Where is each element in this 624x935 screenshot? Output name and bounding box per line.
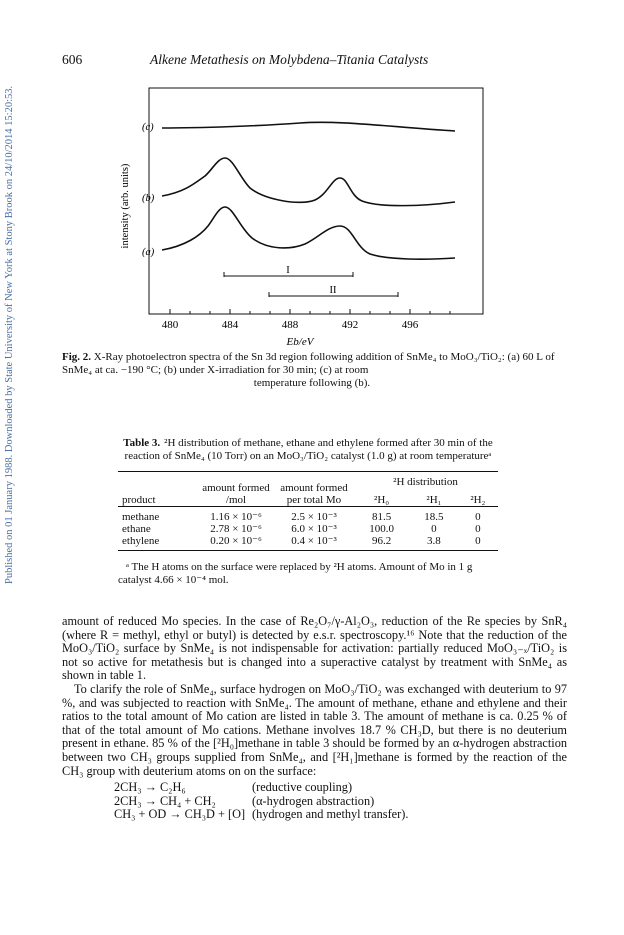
table-row [118, 511, 498, 523]
header-h0: ²H₀ [353, 488, 410, 507]
cell-per-mo: 0.4 × 10⁻³ [275, 535, 353, 551]
reaction-line [114, 781, 567, 795]
table-row [118, 523, 498, 535]
cell-h0: 100.0 [369, 523, 394, 535]
header-distribution: ²H distribution [353, 472, 498, 489]
cell-product: ethylene [118, 535, 197, 551]
curve-label-a: (a) [142, 247, 155, 258]
cell-amount: 2.78 × 10⁻⁶ [210, 523, 262, 535]
header-product: product [118, 472, 197, 507]
bracket-label-i: I [286, 265, 290, 276]
x-tick-480: 480 [161, 319, 179, 331]
reaction-list [114, 781, 567, 822]
cell-h1: 0 [431, 523, 437, 535]
table-row [118, 535, 498, 551]
x-tick-484: 484 [221, 319, 239, 331]
header-h2: ²H₂ [458, 488, 498, 507]
spectrum-curve-c [162, 122, 455, 131]
page-number: 606 [62, 52, 83, 67]
cell-amount: 1.16 × 10⁻⁶ [210, 511, 262, 523]
cell-h2: 0 [475, 511, 481, 523]
figure-caption-text: X-Ray photoelectron spectra of the Sn 3d region following addition of SnMe₄ to MoO₃/TiO₂: (a) 60 L of SnMe₄ at ca. −190 °C; (b) under X-irradiation for 30 min; (c) at room [62, 351, 555, 376]
spectrum-curve-a [162, 207, 455, 259]
reaction-note: (reductive coupling) [252, 780, 353, 795]
table-label: Table 3. [123, 437, 161, 449]
reaction-equation: 2CH₃ → C₂H₆ [114, 780, 186, 795]
cell-h2: 0 [458, 535, 498, 551]
cell-amount: 0.20 × 10⁻⁶ [197, 535, 275, 551]
table-title-text: ²H distribution of methane, ethane and ethylene formed after 30 min of the reaction of SnMe₄ (10 Torr) on an MoO₃/TiO₂ catalyst (1.0 g) at room temperatureᵃ [124, 437, 493, 462]
table-title [118, 437, 498, 463]
curve-label-c: (c) [142, 122, 154, 133]
curve-label-b: (b) [142, 193, 155, 204]
y-axis-label: intensity (arb. units) [120, 163, 131, 249]
cell-h1: 3.8 [410, 535, 458, 551]
cell-h0: 81.5 [371, 511, 392, 523]
header-h1: ²H₁ [410, 488, 458, 507]
reaction-equation: 2CH₃ → CH₄ + CH₂ [114, 793, 216, 808]
cell-product: ethane [122, 523, 151, 535]
distribution-table [118, 471, 498, 551]
header-amount-per-mo: amount formed per total Mo [275, 472, 353, 507]
x-tick-488: 488 [281, 319, 299, 331]
x-tick-496: 496 [401, 319, 419, 331]
reaction-line [114, 808, 567, 822]
x-axis [162, 309, 450, 331]
xps-spectra-figure [120, 88, 485, 350]
reaction-line [114, 795, 567, 809]
reaction-note: (α-hydrogen abstraction) [252, 793, 375, 808]
bracket-ii [269, 285, 398, 297]
bracket-label-ii: II [329, 285, 337, 296]
table-3 [118, 437, 498, 587]
x-axis-label: Eb/eV [286, 336, 314, 348]
body-text [62, 615, 567, 822]
bracket-i [224, 265, 353, 277]
cell-h2: 0 [475, 523, 481, 535]
spectrum-curve-b [162, 158, 455, 206]
figure-caption-last-line: temperature following (b). [253, 377, 371, 389]
paragraph-2: To clarify the role of SnMe₄, surface hydrogen on MoO₃/TiO₂ was exchanged with deuterium to 97 %, and was subjected to reaction with SnMe₄. The amount of methane, ethane and ethylene and their ratios to the total amount of Mo cation are listed in table 3. The amount of methane is ca. 0.25 % of that of the total amount of Mo cations. Methane involves 18.7 % CH₃D, but there is no deuterium present in ethane. 85 % of the [²H₀]methane in table 3 should be formed by an α-hydrogen abstraction between two CH₃ groups supplied from SnMe₄, and [²H₁]methane is formed by the reaction of the CH₃ group with deuterium atoms on on the surface: [62, 681, 567, 778]
cell-h1: 18.5 [424, 511, 444, 523]
reaction-note: (hydrogen and methyl transfer). [252, 807, 409, 822]
cell-per-mo: 6.0 × 10⁻³ [291, 523, 337, 535]
download-notice: Published on 01 January 1988. Downloaded by State University of New York at Stony Brook on 24/10/2014 15:20:53. [4, 85, 15, 585]
reaction-equation: CH₃ + OD → CH₃D + [O] [114, 807, 246, 822]
cell-h0: 96.2 [353, 535, 410, 551]
figure-caption [62, 351, 562, 390]
paragraph-1: amount of reduced Mo species. In the case of Re₂O₇/γ-Al₂O₃, reduction of the Re species by SnR₄ (where R = methyl, ethyl or butyl) is detected by e.s.r. spectroscopy.¹⁶ Note that the reduction of the MoO₃/TiO₂ surface by SnMe₄ is not indispensable for activation: partially reduced MoO₃₋ₓ/TiO₂ is not so active for metathesis but is changed into a superactive catalyst by treatment with SnMe₄ as shown in table 1. [62, 614, 567, 683]
cell-per-mo: 2.5 × 10⁻³ [291, 511, 337, 523]
header-amount-formed: amount formed /mol [197, 472, 275, 507]
running-title: Alkene Metathesis on Molybdena–Titania Catalysts [150, 52, 429, 67]
x-tick-492: 492 [341, 319, 359, 331]
table-footnote: ᵃ The H atoms on the surface were replaced by ²H atoms. Amount of Mo in 1 g catalyst 4.66 × 10⁻⁴ mol. [118, 561, 473, 586]
figure-caption-label: Fig. 2. [62, 351, 92, 363]
cell-product: methane [122, 511, 160, 523]
